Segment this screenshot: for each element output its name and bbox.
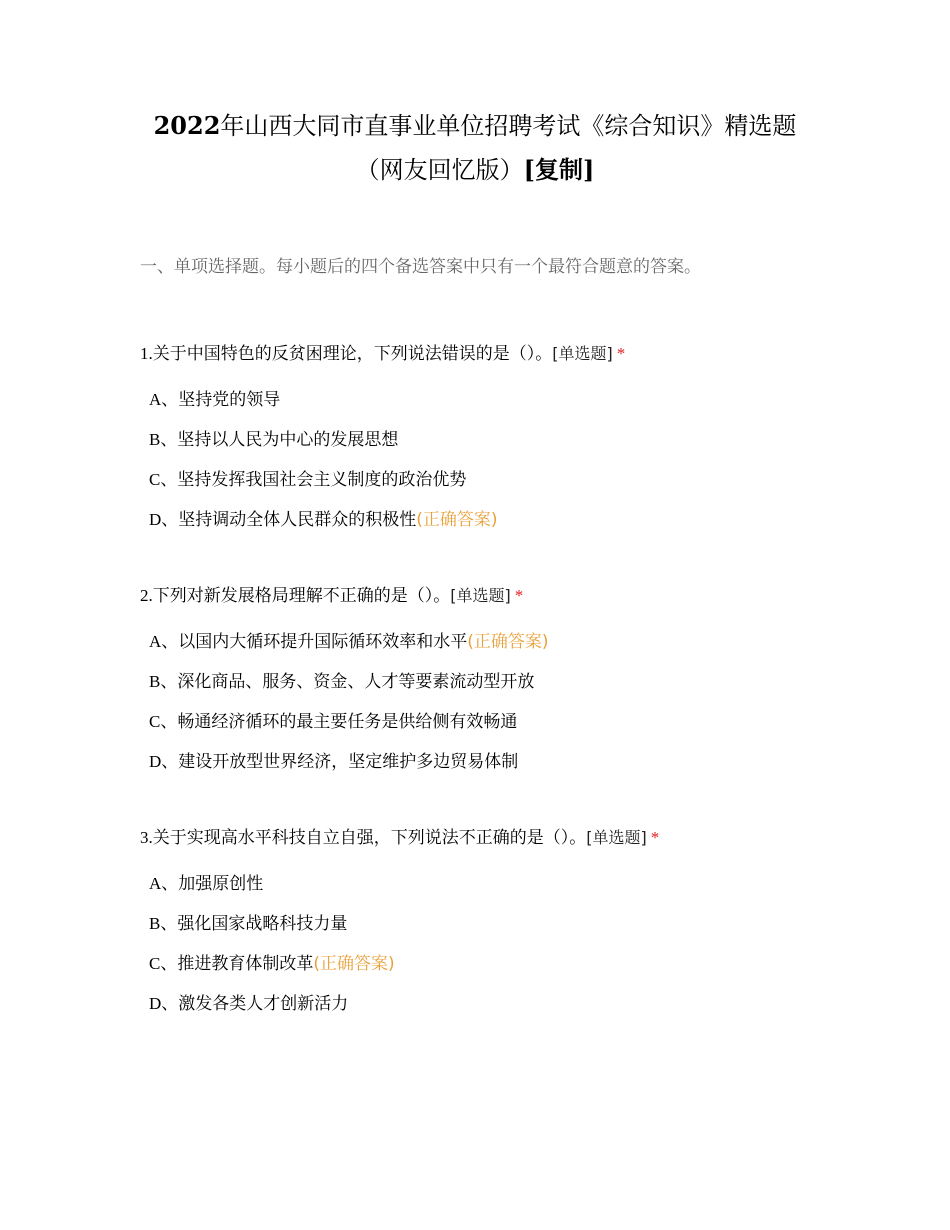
option-text: 推进教育体制改革 — [177, 954, 314, 974]
title-line-2 — [120, 148, 830, 192]
required-mark: * — [616, 344, 626, 363]
title-line-1 — [120, 104, 830, 148]
option-letter: A、 — [149, 874, 179, 893]
copy-link[interactable]: [复制] — [523, 155, 595, 184]
option-letter: C、 — [149, 954, 178, 973]
question-number: 3. — [140, 828, 153, 847]
answer-option — [140, 388, 860, 428]
question-text: 下列对新发展格局理解不正确的是（）。 — [152, 586, 451, 606]
question-stem — [140, 584, 860, 608]
title-year: 2022 — [153, 111, 221, 140]
question-stem — [140, 826, 860, 850]
answer-option — [140, 670, 860, 710]
question-type-label: [单选题] — [586, 828, 647, 847]
option-letter: A、 — [149, 632, 179, 651]
question-2 — [140, 584, 860, 790]
option-letter: A、 — [149, 390, 179, 409]
option-text: 激发各类人才创新活力 — [178, 994, 349, 1014]
answer-option — [140, 428, 860, 468]
option-text: 坚持以人民为中心的发展思想 — [177, 430, 399, 450]
correct-answer-marker: (正确答案) — [313, 954, 395, 974]
answer-option — [140, 468, 860, 508]
question-number: 2. — [140, 586, 153, 605]
option-letter: B、 — [149, 430, 178, 449]
answer-option — [140, 508, 860, 548]
correct-answer-marker: (正确答案) — [416, 510, 498, 530]
option-letter: B、 — [149, 914, 178, 933]
question-stem — [140, 342, 860, 366]
title-text: 年山西大同市直事业单位招聘考试《综合知识》精选题 — [220, 112, 797, 140]
option-list — [140, 872, 860, 1032]
answer-option — [140, 952, 860, 992]
option-text: 加强原创性 — [178, 874, 264, 894]
question-1 — [140, 342, 860, 548]
option-text: 深化商品、服务、资金、人才等要素流动型开放 — [177, 672, 535, 692]
answer-option — [140, 992, 860, 1032]
option-text: 坚持发挥我国社会主义制度的政治优势 — [177, 470, 467, 490]
required-mark: * — [514, 586, 524, 605]
option-letter: B、 — [149, 672, 178, 691]
title-subtitle: （网友回忆版） — [355, 156, 524, 184]
document-title — [120, 104, 830, 192]
option-letter: D、 — [149, 510, 179, 529]
option-text: 坚持调动全体人民群众的积极性 — [178, 510, 417, 530]
option-text: 坚持党的领导 — [178, 390, 281, 410]
correct-answer-marker: (正确答案) — [467, 632, 549, 652]
required-mark: * — [650, 828, 660, 847]
answer-option — [140, 630, 860, 670]
section-intro: 一、单项选择题。每小题后的四个备选答案中只有一个最符合题意的答案。 — [140, 257, 701, 277]
question-number: 1. — [140, 344, 153, 363]
question-type-label: [单选题] — [552, 344, 613, 363]
option-text: 畅通经济循环的最主要任务是供给侧有效畅通 — [177, 712, 518, 732]
option-text: 强化国家战略科技力量 — [177, 914, 348, 934]
question-3 — [140, 826, 860, 1032]
option-text: 以国内大循环提升国际循环效率和水平 — [178, 632, 468, 652]
question-text: 关于实现高水平科技自立自强，下列说法不正确的是（）。 — [152, 828, 587, 848]
option-letter: D、 — [149, 752, 179, 771]
option-list — [140, 630, 860, 790]
answer-option — [140, 872, 860, 912]
question-text: 关于中国特色的反贫困理论，下列说法错误的是（）。 — [152, 344, 553, 364]
option-list — [140, 388, 860, 548]
option-letter: D、 — [149, 994, 179, 1013]
answer-option — [140, 912, 860, 952]
option-letter: C、 — [149, 712, 178, 731]
option-text: 建设开放型世界经济，坚定维护多边贸易体制 — [178, 752, 519, 772]
question-type-label: [单选题] — [450, 586, 511, 605]
option-letter: C、 — [149, 470, 178, 489]
answer-option — [140, 710, 860, 750]
answer-option — [140, 750, 860, 790]
